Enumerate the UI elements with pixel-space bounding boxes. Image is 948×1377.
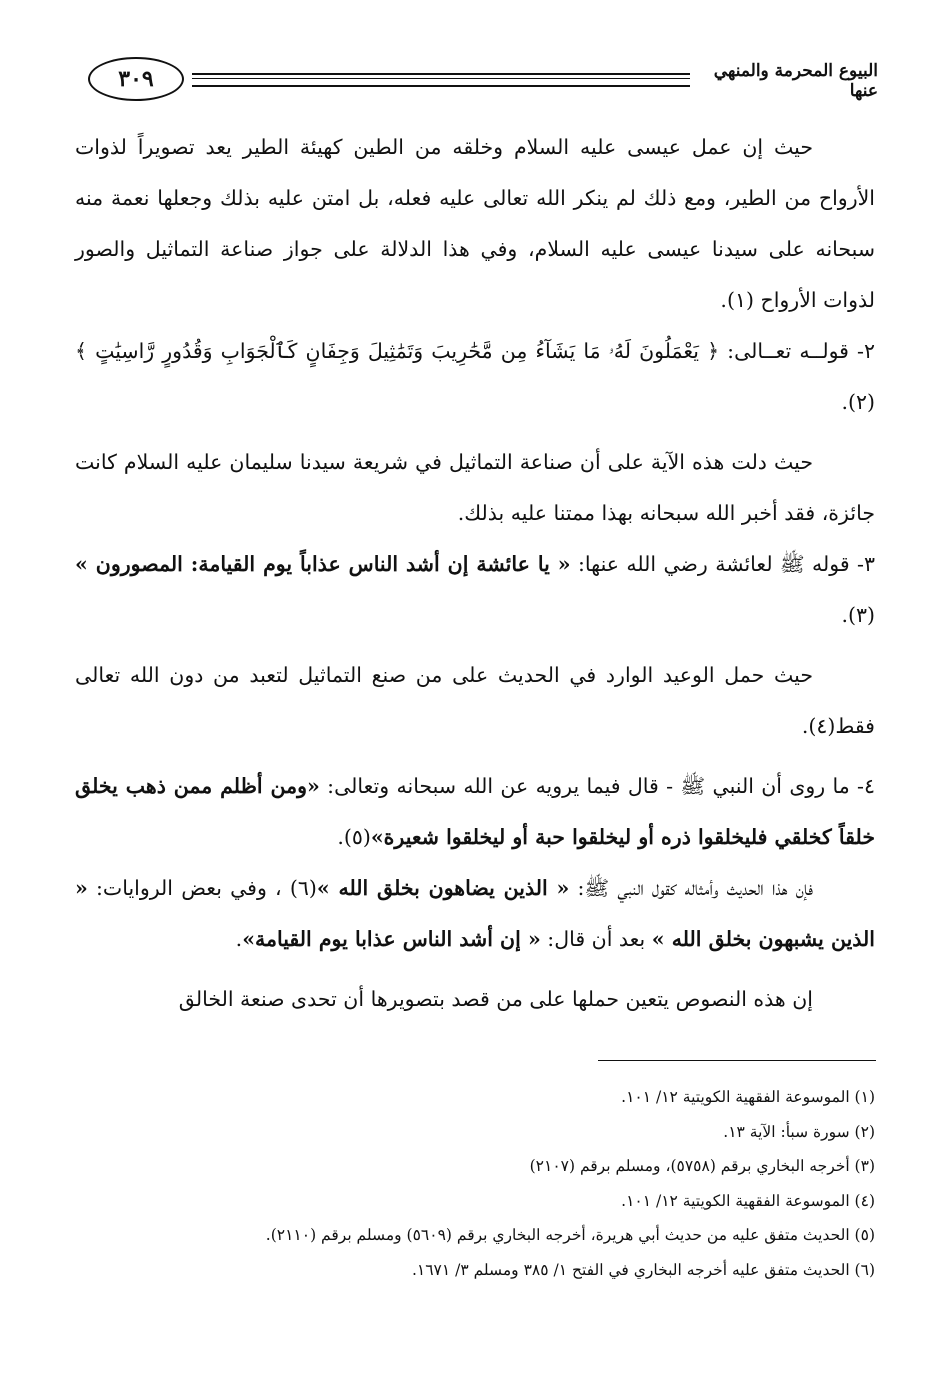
footnote-5: (٥) الحديث متفق عليه من حديث أبي هريرة، أخرجه البخاري برقم (٥٦٠٩) ومسلم برقم (٢١١٠). — [265, 1226, 875, 1244]
paragraph-5: حيث حمل الوعيد الوارد في الحديث على من صنع التماثيل لتعبد من دون الله تعالى فقط(٤). — [75, 663, 875, 738]
footnote-3: (٣) أخرجه البخاري برقم (٥٧٥٨)، ومسلم برقم (٢١٠٧) — [529, 1157, 875, 1175]
main-text — [75, 122, 875, 1025]
paragraph-end: . — [235, 927, 243, 951]
hadith-quote-2: « الذين يشبهون بخلق الله » — [75, 876, 875, 951]
footnote-1: (١) الموسوعة الفقهية الكويتية ١٢/ ١٠١. — [621, 1088, 875, 1106]
footnote-separator — [598, 1060, 876, 1061]
paragraph-4-hadith — [75, 539, 875, 641]
page-header — [88, 55, 878, 105]
running-title: البيوع المحرمة والمنهي عنها — [713, 61, 878, 101]
footnote-ref: (٣). — [841, 603, 875, 627]
paragraph-6-hadith-qudsi — [75, 761, 875, 863]
paragraph-8: إن هذه النصوص يتعين حملها على من قصد بتصويرها أن تحدى صنعة الخالق — [178, 987, 813, 1011]
paragraph-1: حيث إن عمل عيسى عليه السلام وخلقه من الطين كهيئة الطير يعد تصويراً لذوات الأرواح من الطير، ومع ذلك لم ينكر الله تعالى عليه فعله، بل امتن عليه بذلك وجعلها نعمة منه سبحانه على سيدنا عيسى عليه السلام، وفي هذا الدلالة على جواز صناعة التماثيل والصور لذوات الأرواح (١). — [75, 135, 875, 312]
footnote-ref: (٥). — [337, 825, 371, 849]
footnote-4: (٤) الموسوعة الفقهية الكويتية ١٢/ ١٠١. — [621, 1191, 875, 1210]
hadith-lead: ٤- ما روى أن النبي ﷺ - قال فيما يرويه عن الله سبحانه وتعالى: — [319, 774, 875, 798]
footnotes — [75, 1080, 875, 1287]
page-number: ٣٠٩ — [88, 57, 184, 101]
paragraph-lead: فإن هذا الحديث وأمثاله كقول النبي ﷺ: — [569, 876, 813, 900]
footnote-6: (٦) الحديث متفق عليه أخرجه البخاري في الفتح ١/ ٣٨٥ ومسلم ٣/ ١٦٧١. — [411, 1260, 875, 1279]
paragraph-2-quran-verse: ٢- قولــه تعــالى: ﴿ يَعْمَلُونَ لَهُۥ مَا يَشَآءُ مِن مَّحَٰرِيبَ وَتَمَٰثِيلَ وَجِفَانٍ كَٱلْجَوَابِ وَقُدُورٍ رَّاسِيَٰتٍ ﴾(٢). — [75, 339, 875, 414]
paragraph-mid: (٦) ، وفي بعض الروايات: — [87, 876, 317, 900]
header-rule — [192, 73, 690, 87]
footnote-2: (٢) سورة سبأ: الآية ١٣. — [723, 1122, 875, 1141]
hadith-quote-1: « الذين يضاهون بخلق الله » — [316, 876, 570, 900]
hadith-lead: ٣- قوله ﷺ لعائشة رضي الله عنها: — [570, 552, 875, 576]
hadith-quote: « يا عائشة إن أشد الناس عذاباً يوم القيامة: المصورون » — [75, 552, 571, 576]
hadith-quote: «ومن أظلم ممن ذهب يخلق خلقاً كخلقي فليخلقوا ذره أو ليخلقوا حبة أو ليخلقوا شعيرة» — [75, 774, 875, 849]
paragraph-3: حيث دلت هذه الآية على أن صناعة التماثيل في شريعة سيدنا سليمان عليه السلام كانت جائزة، فقد أخبر الله سبحانه بهذا ممتنا عليه بذلك. — [75, 450, 875, 525]
hadith-quote-3: « إن أشد الناس عذابا يوم القيامة» — [242, 927, 541, 951]
paragraph-7 — [75, 863, 875, 965]
paragraph-mid-2: بعد أن قال: — [540, 927, 652, 951]
